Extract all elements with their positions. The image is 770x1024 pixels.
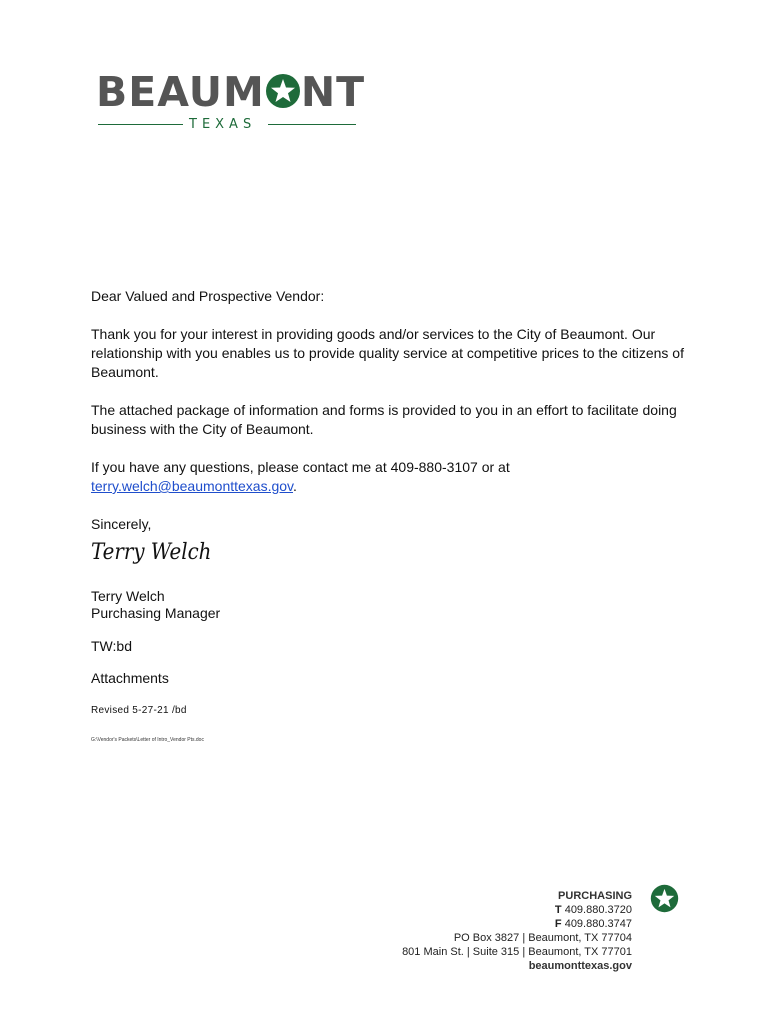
paragraph-3-text: If you have any questions, please contact me at 409-880-3107 or at bbox=[91, 459, 510, 475]
file-path: G:\Vendor's Packets\Letter of Intro_Vendor Pts.doc bbox=[91, 737, 204, 743]
signer-title: Purchasing Manager bbox=[91, 605, 221, 621]
fax-label: F bbox=[554, 918, 562, 930]
attachments-note: Attachments bbox=[91, 670, 169, 686]
signer-block bbox=[91, 588, 220, 622]
phone-label: T bbox=[554, 904, 562, 916]
salutation: Dear Valued and Prospective Vendor: bbox=[91, 288, 325, 304]
revised-note: Revised 5-27-21 /bd bbox=[91, 705, 187, 716]
footer-address-2: 801 Main St. | Suite 315 | Beaumont, TX 77701 bbox=[402, 946, 632, 958]
logo-wordmark bbox=[96, 68, 366, 116]
star-circle-icon bbox=[650, 884, 679, 913]
phone-number: 409.880.3720 bbox=[561, 904, 632, 916]
letter-body bbox=[91, 287, 691, 534]
footer-phone bbox=[402, 903, 632, 917]
paragraph-2: The attached package of information and forms is provided to you in an effort to facilitate doing business with the City of Beaumont. bbox=[91, 402, 677, 437]
logo-word-left: BEAUM bbox=[96, 68, 265, 116]
typist-initials: TW:bd bbox=[91, 638, 132, 654]
signer-name: Terry Welch bbox=[91, 588, 165, 604]
paragraph-3 bbox=[91, 458, 691, 496]
email-suffix: . bbox=[293, 478, 297, 494]
logo-rule-right bbox=[268, 124, 356, 125]
email-link[interactable]: terry.welch@beaumonttexas.gov bbox=[91, 478, 294, 494]
footer-contact bbox=[402, 889, 632, 973]
star-circle-icon bbox=[265, 73, 301, 117]
closing: Sincerely, bbox=[91, 516, 152, 532]
handwritten-signature: Terry Welch bbox=[91, 540, 212, 565]
footer-address-1: PO Box 3827 | Beaumont, TX 77704 bbox=[453, 932, 632, 944]
footer-department: PURCHASING bbox=[558, 890, 632, 902]
fax-number: 409.880.3747 bbox=[561, 918, 632, 930]
footer-website[interactable]: beaumonttexas.gov bbox=[528, 960, 632, 972]
logo-rule-left bbox=[98, 124, 183, 125]
paragraph-1: Thank you for your interest in providing goods and/or services to the City of Beaumont. Our relationship with you enables us to provide quality service at competitive prices to the citizens of Beaumont. bbox=[91, 326, 684, 380]
footer-fax bbox=[402, 917, 632, 931]
logo-subtitle: TEXAS bbox=[189, 117, 257, 132]
logo-word-right: NT bbox=[300, 68, 366, 116]
